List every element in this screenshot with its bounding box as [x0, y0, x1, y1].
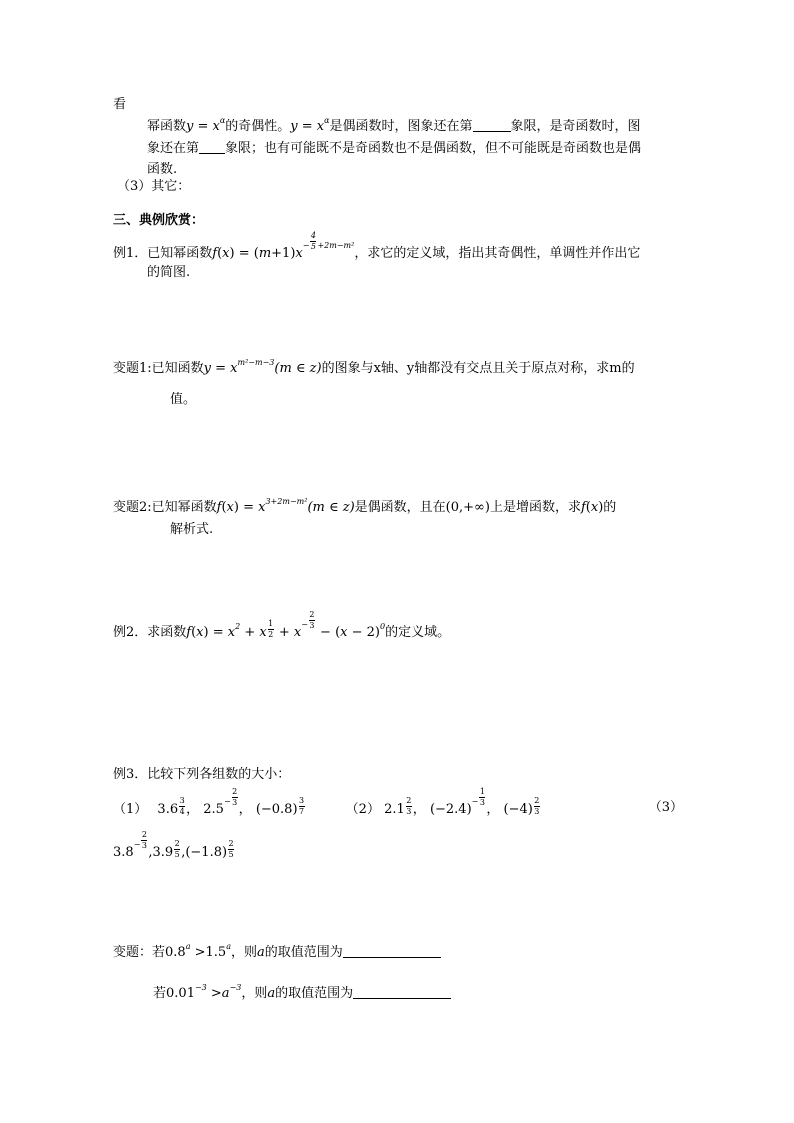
- example-2-label: 例2．求函数: [113, 625, 187, 640]
- variant-3-line-2: 若$0.01^{-3} >a^{-3}$，则a的取值范围为: [153, 983, 451, 1006]
- variant-3-tail: 的取值范围为: [264, 945, 343, 960]
- example-1-line-1: 例1．已知幂函数$f(x) = (m+1)x^{- \frac{4}{5} +2m-m^2}$，求它的定义域，指出其奇偶性，单调性并作出它: [113, 231, 641, 261]
- parity-line-3: 函数.: [147, 162, 178, 177]
- example-1-tail: ，求它的定义域，指出其奇偶性，单调性并作出它: [354, 246, 641, 261]
- variant-1-condition: (m ∈ z): [274, 361, 322, 376]
- variant-1-tail: 的图象与x轴、y轴都没有交点且关于原点对称，求m的: [321, 361, 635, 376]
- group-1-label: （1）: [113, 802, 148, 817]
- variant-3-line2-prefix: 若: [153, 986, 167, 1001]
- blank-range-2[interactable]: [353, 984, 451, 999]
- variant-3-line2-mid: ，则: [241, 986, 268, 1001]
- variant-2-formula: f: [216, 500, 222, 515]
- variant-2-tail: 上是增函数，求: [489, 500, 581, 515]
- variant-2-line-1: 变题2:已知幂函数$f(x) = x^{3+2m-m^2}(m$ ∈ z)是偶函数，且在(0,+∞)上是增函数，求f(x)的: [113, 497, 617, 515]
- parity-text-a: 幂函数: [147, 119, 187, 134]
- parity-text-e: 象还在第: [147, 141, 200, 156]
- variant-3-label: 变题：若: [113, 945, 166, 960]
- variant-2-label: 变题2:已知幂函数: [113, 500, 217, 515]
- example-1-label: 例1．已知幂函数: [113, 246, 213, 261]
- parity-text-b: 的奇偶性。: [225, 119, 291, 134]
- variant-3-inequality-2: $0.01^{-3} >a^{-3}$: [166, 983, 242, 1001]
- group-3-label: （3）: [648, 800, 683, 815]
- example-2-tail: 的定义域。: [385, 625, 451, 640]
- example-2-formula: f: [186, 625, 192, 640]
- section-heading: 三、典例欣赏：: [113, 213, 205, 228]
- example-3-title: 例3．比较下列各组数的大小：: [113, 767, 291, 782]
- blank-quadrant-2[interactable]: [199, 139, 225, 154]
- variant-2-interval: (0,+∞): [445, 500, 490, 515]
- example-3-groups-line: （1） 3.6 $\frac{3}{4}$ ， $2.5^{- \frac{2}{3}}$ ， (−0.8) $\frac{3}{7}$ （2） 2.1 $\frac{2}{3}$ ， $(-2.4)^{- \frac{1}{3}}$ ， (−4) $\frac{2}{3}$ （3）: [113, 787, 683, 817]
- variant-3-inequality: 0.8$^a$ >1.5$^a$: [165, 942, 231, 960]
- variant-3-line2-tail: 的取值范围为: [275, 986, 354, 1001]
- variant-1-label: 变题1:已知函数: [113, 361, 204, 376]
- variant-3-mid: ，则: [230, 945, 257, 960]
- text-kan: 看: [113, 97, 127, 112]
- blank-quadrant-1[interactable]: [473, 117, 511, 132]
- example-1-line-2: 的简图.: [147, 265, 191, 280]
- parity-text-f: 象限；也有可能既不是奇函数也不是偶函数，但不可能既是奇函数也是偶: [225, 141, 642, 156]
- variant-2-line-2: 解析式.: [170, 522, 214, 537]
- parity-text-c: 是偶函数时，图象还在第: [329, 119, 473, 134]
- power-function-formula: $y = x^\alpha$: [186, 116, 226, 134]
- parity-text-d: 象限，是奇函数时，图: [510, 119, 641, 134]
- power-function-formula-2: $y = x^\alpha$: [290, 116, 330, 134]
- group-2-label: （2）: [345, 802, 380, 817]
- parity-line-1: [147, 116, 641, 139]
- other-heading: （3）其它：: [117, 179, 191, 194]
- variant-1-line-2: 值。: [170, 392, 197, 407]
- blank-range-1[interactable]: [343, 943, 441, 958]
- variant-1-line-1: 变题1:已知函数$y = x^{m^2-m-3}(m$ ∈ z)的图象与x轴、y轴都没有交点且关于原点对称，求m的: [113, 358, 635, 376]
- example-3-group-3-values: $3.8^{- \frac{2}{3}}$ ,3.9 $\frac{2}{5}$ ,(−1.8) $\frac{2}{5}$: [113, 830, 234, 860]
- example-2-line: 例2．求函数$f(x) = x^2 + x$ $\frac{1}{2}$ + $x^{- \frac{2}{3}}$ − $(x - 2)^0$的定义域。: [113, 610, 451, 640]
- variant-3-line-1: 变题：若0.8$^a$ >1.5$^a$，则a的取值范围为: [113, 942, 441, 965]
- variant-2-condition: (m ∈ z): [307, 500, 355, 515]
- parity-line-2: [147, 138, 641, 160]
- example-1-formula: f: [212, 246, 218, 261]
- variant-2-mid: 是偶函数，且在: [354, 500, 446, 515]
- variant-1-formula: y = x: [203, 361, 238, 376]
